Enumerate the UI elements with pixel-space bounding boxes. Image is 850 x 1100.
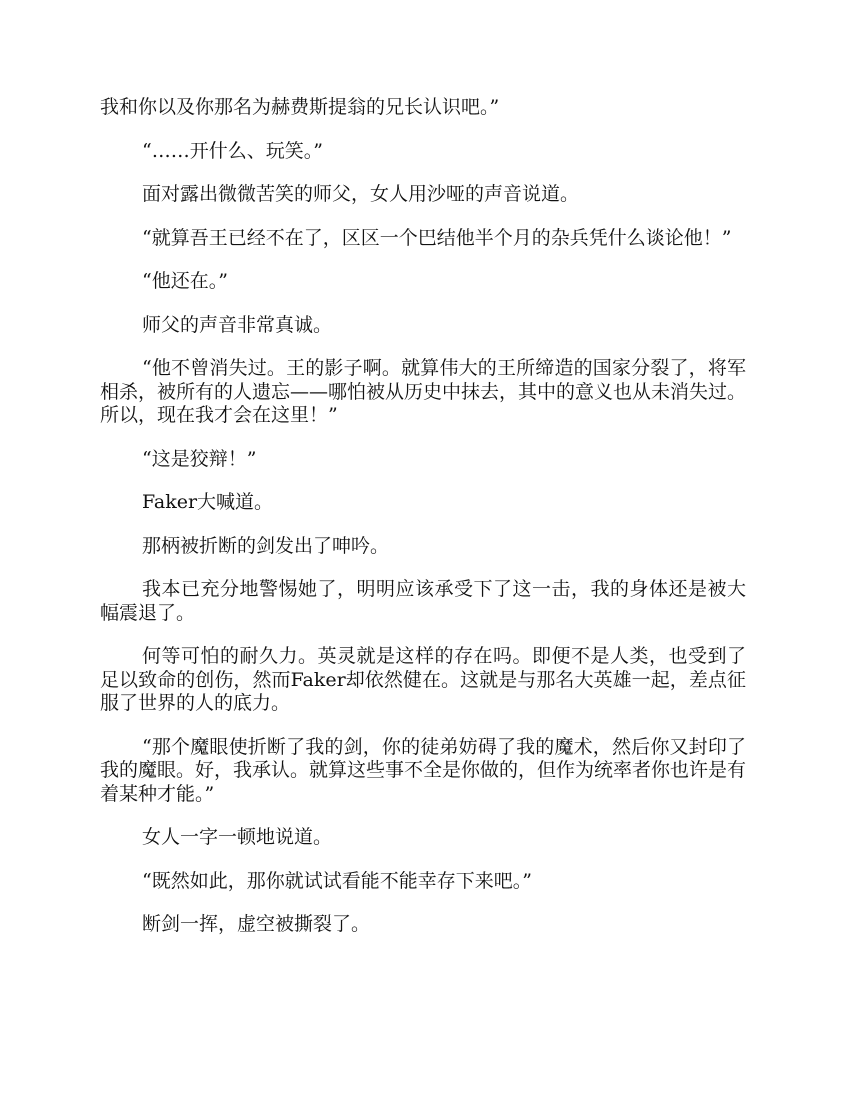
paragraph: 何等可怕的耐久力。英灵就是这样的存在吗。即便不是人类，也受到了足以致命的创伤，然而Faker却依然健在。这就是与那名大英雄一起，差点征服了世界的人的底力。: [100, 645, 746, 714]
paragraph: 断剑一挥，虚空被撕裂了。: [142, 913, 371, 935]
paragraph: 面对露出微微苦笑的师父，女人用沙哑的声音说道。: [142, 183, 580, 205]
document-page: [100, 96, 746, 957]
paragraph: 女人一字一顿地说道。: [142, 826, 333, 848]
paragraph: “……开什么、玩笑。”: [142, 139, 323, 162]
paragraph: “他还在。”: [142, 270, 228, 292]
paragraph: “他不曾消失过。王的影子啊。就算伟大的王所缔造的国家分裂了，将军相杀，被所有的人遗忘——哪怕被从历史中抹去，其中的意义也从未消失过。所以，现在我才会在这里！”: [100, 357, 747, 426]
paragraph: 我本已充分地警惕她了，明明应该承受下了这一击，我的身体还是被大幅震退了。: [100, 578, 746, 624]
paragraph: Faker大喊道。: [142, 491, 274, 513]
paragraph: “那个魔眼使折断了我的剑，你的徒弟妨碍了我的魔术，然后你又封印了我的魔眼。好，我承认。就算这些事不全是你做的，但作为统率者你也许是有着某种才能。”: [100, 735, 747, 805]
paragraph: “就算吾王已经不在了，区区一个巴结他半个月的杂兵凭什么谈论他！”: [142, 226, 732, 249]
paragraph: “这是狡辩！”: [142, 447, 257, 470]
paragraph: 那柄被折断的剑发出了呻吟。: [142, 534, 390, 557]
paragraph: “既然如此，那你就试试看能不能幸存下来吧。”: [142, 869, 532, 892]
paragraph: 师父的声音非常真诚。: [142, 313, 333, 336]
paragraph: 我和你以及你那名为赫费斯提翁的兄长认识吧。”: [100, 96, 500, 118]
